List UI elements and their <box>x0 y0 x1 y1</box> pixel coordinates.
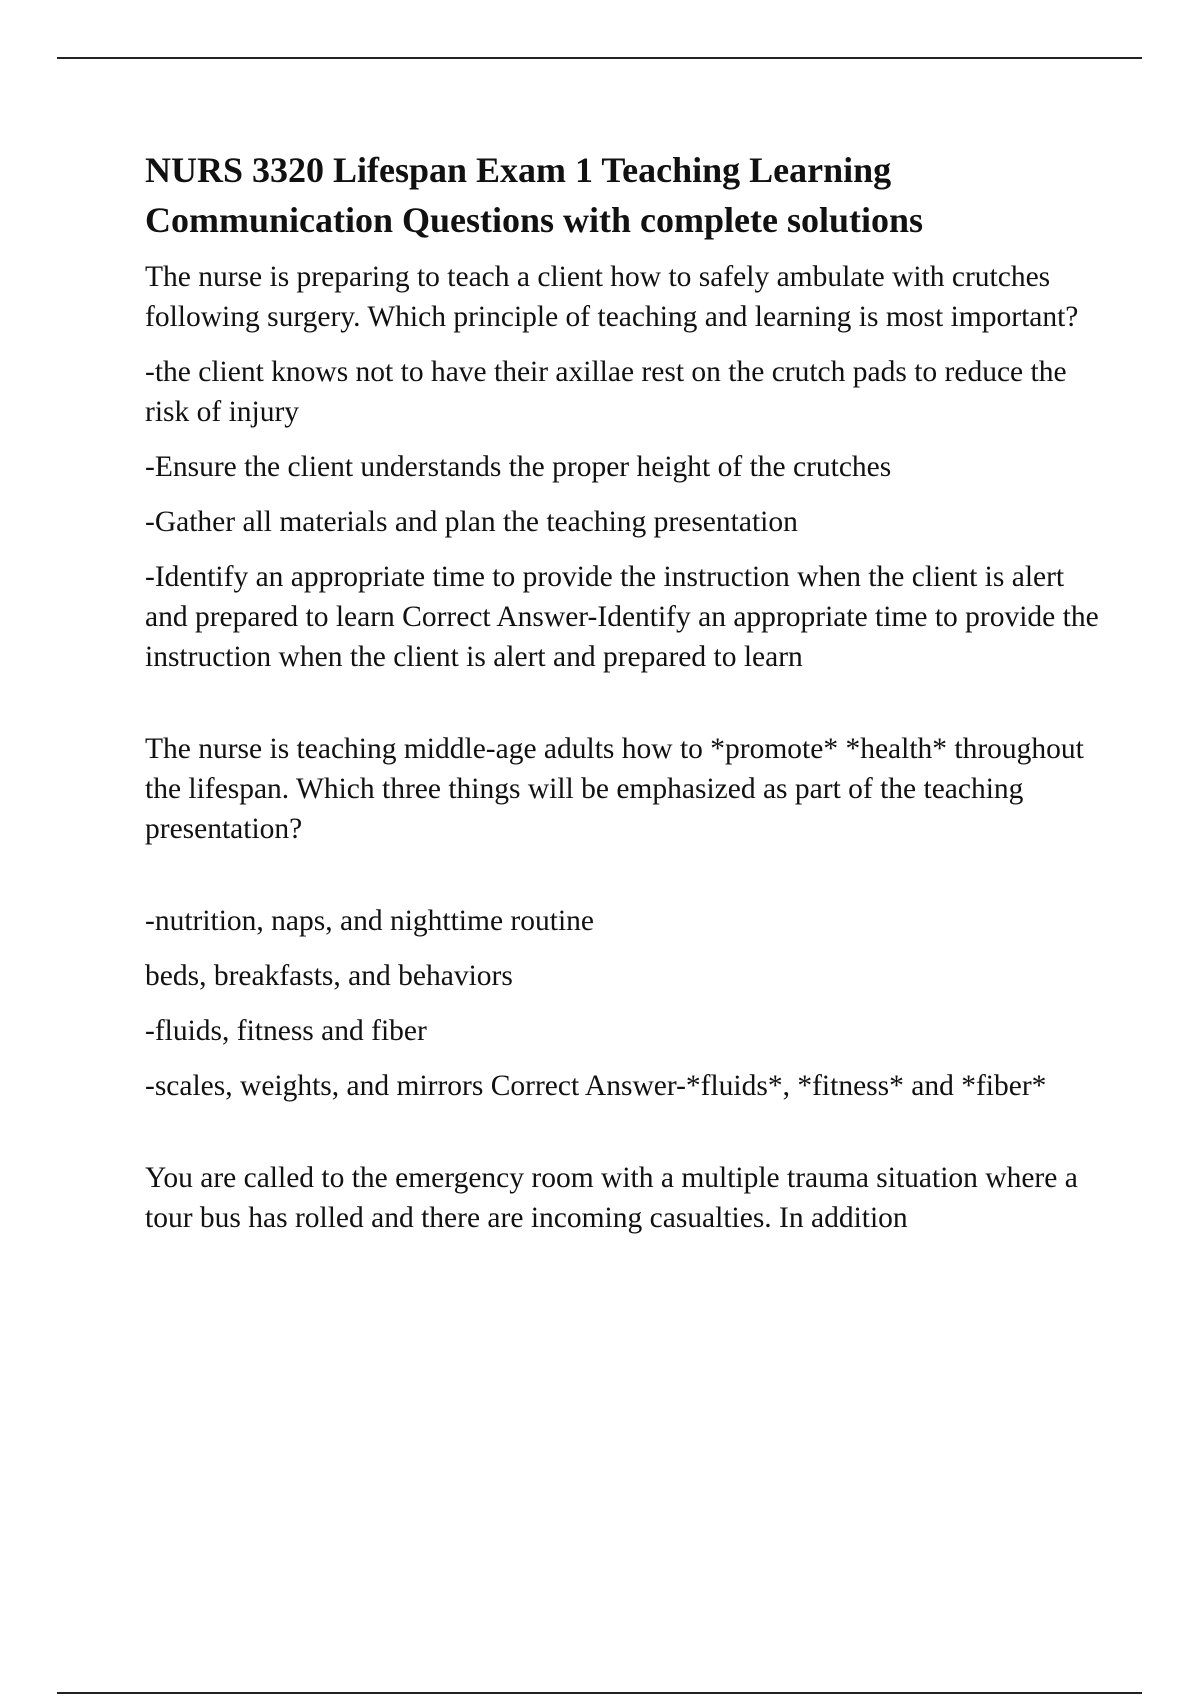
question-block-3 <box>145 1158 1105 1238</box>
answer-option: -Ensure the client understands the proper height of the crutches <box>145 451 892 483</box>
answer-option: -fluids, fitness and fiber <box>145 1015 427 1047</box>
question-block-2 <box>145 729 1105 1106</box>
document-body <box>145 145 1105 1253</box>
question-text: The nurse is teaching middle-age adults how to *promote* *health* throughout the lifespan. Which three things will be emphasized as part of the teaching presentation? <box>145 733 1084 845</box>
answer-option: -nutrition, naps, and nighttime routine <box>145 905 594 937</box>
document-title: NURS 3320 Lifespan Exam 1 Teaching Learning Communication Questions with complete solutions <box>145 150 924 240</box>
top-rule <box>57 57 1142 59</box>
question-text: The nurse is preparing to teach a client how to safely ambulate with crutches following surgery. Which principle of teaching and learning is most important? <box>145 261 1079 333</box>
answer-option-with-correct-answer: -Identify an appropriate time to provide the instruction when the client is alert and prepared to learn Correct Answer-Identify an appropriate time to provide the instruction when the client is alert and prepared to learn <box>145 561 1099 673</box>
answer-option: -the client knows not to have their axillae rest on the crutch pads to reduce the risk of injury <box>145 356 1067 428</box>
answer-option: beds, breakfasts, and behaviors <box>145 960 513 992</box>
question-text: You are called to the emergency room with a multiple trauma situation where a tour bus has rolled and there are incoming casualties. In addition <box>145 1162 1078 1234</box>
answer-option-with-correct-answer: -scales, weights, and mirrors Correct Answer-*fluids*, *fitness* and *fiber* <box>145 1070 1047 1102</box>
question-block-1 <box>145 257 1105 677</box>
bottom-rule <box>57 1692 1142 1694</box>
answer-option: -Gather all materials and plan the teaching presentation <box>145 506 798 538</box>
